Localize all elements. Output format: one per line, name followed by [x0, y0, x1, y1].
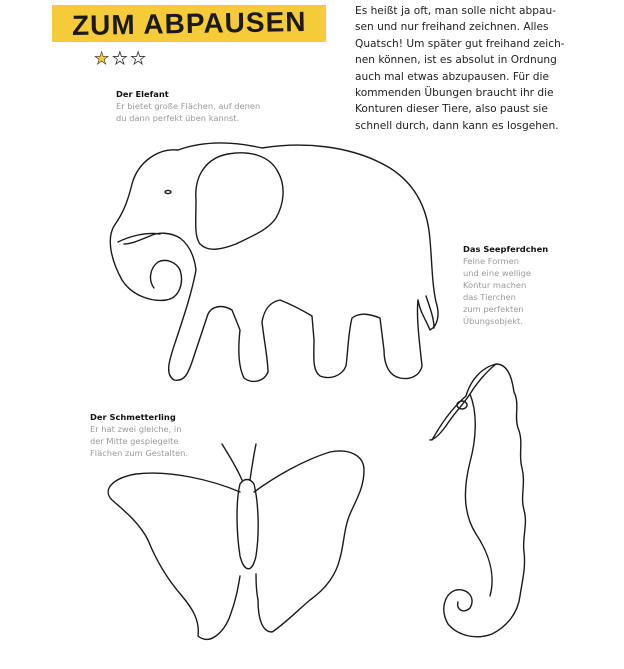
- butterfly-left-antenna: [222, 444, 242, 480]
- schmetterling-title: Der Schmetterling: [90, 412, 176, 422]
- intro-line: Quatsch! Um später gut freihand zeich-: [355, 37, 565, 50]
- page-title: ZUM ABPAUSEN: [71, 5, 307, 41]
- intro-line: schnell durch, dann kann es losgehen.: [355, 119, 559, 132]
- elefant-desc-line: Er bietet große Flächen, auf denen: [116, 101, 261, 111]
- intro-line: Es heißt ja oft, man solle nicht abpau-: [355, 5, 557, 17]
- intro-line: kommenden Übungen braucht ihr die: [355, 87, 554, 100]
- schmetterling-desc-line: Er hat zwei gleiche, in: [90, 424, 182, 434]
- butterfly-outline-drawing: [108, 444, 364, 639]
- elephant-body-outline: [110, 143, 438, 381]
- seepferdchen-desc-line: zum perfekten: [463, 304, 524, 314]
- elefant-desc-line: du dann perfekt üben kannst.: [116, 113, 240, 123]
- seepferdchen-desc-line: Kontur machen: [463, 280, 527, 290]
- star-filled-icon: ★: [94, 49, 110, 68]
- seepferdchen-desc-line: das Tierchen: [463, 292, 516, 302]
- schmetterling-desc-line: Flächen zum Gestalten.: [90, 448, 189, 458]
- intro-line: sen und nur freihand zeichnen. Alles: [355, 21, 549, 34]
- intro-line: Konturen dieser Tiere, also paust sie: [355, 103, 548, 116]
- seahorse-body-outline: [430, 364, 525, 637]
- schmetterling-desc-line: der Mitte gespiegelte: [90, 436, 179, 446]
- intro-line: auch mal etwas abzupausen. Für die: [355, 70, 549, 83]
- seepferdchen-title: Das Seepferdchen: [463, 244, 549, 254]
- seepferdchen-desc-line: Übungsobjekt.: [463, 316, 523, 326]
- butterfly-right-antenna: [250, 444, 256, 480]
- star-empty-icon: ★: [112, 49, 128, 68]
- seahorse-outline-drawing: [430, 364, 525, 637]
- star-empty-icon: ★: [130, 49, 146, 68]
- elephant-outline-drawing: [110, 143, 438, 381]
- elephant-eye: [165, 190, 171, 193]
- elefant-title: Der Elefant: [116, 89, 169, 99]
- seepferdchen-desc-line: und eine wellige: [463, 268, 532, 278]
- butterfly-right-wing-outline: [254, 451, 364, 632]
- butterfly-body-outline: [237, 480, 258, 569]
- intro-line: nen können, ist es absolut in Ordnung: [355, 54, 557, 67]
- seepferdchen-desc-line: Feine Formen: [463, 256, 519, 266]
- butterfly-left-wing-outline: [108, 473, 240, 639]
- elephant-ear-outline: [196, 153, 283, 249]
